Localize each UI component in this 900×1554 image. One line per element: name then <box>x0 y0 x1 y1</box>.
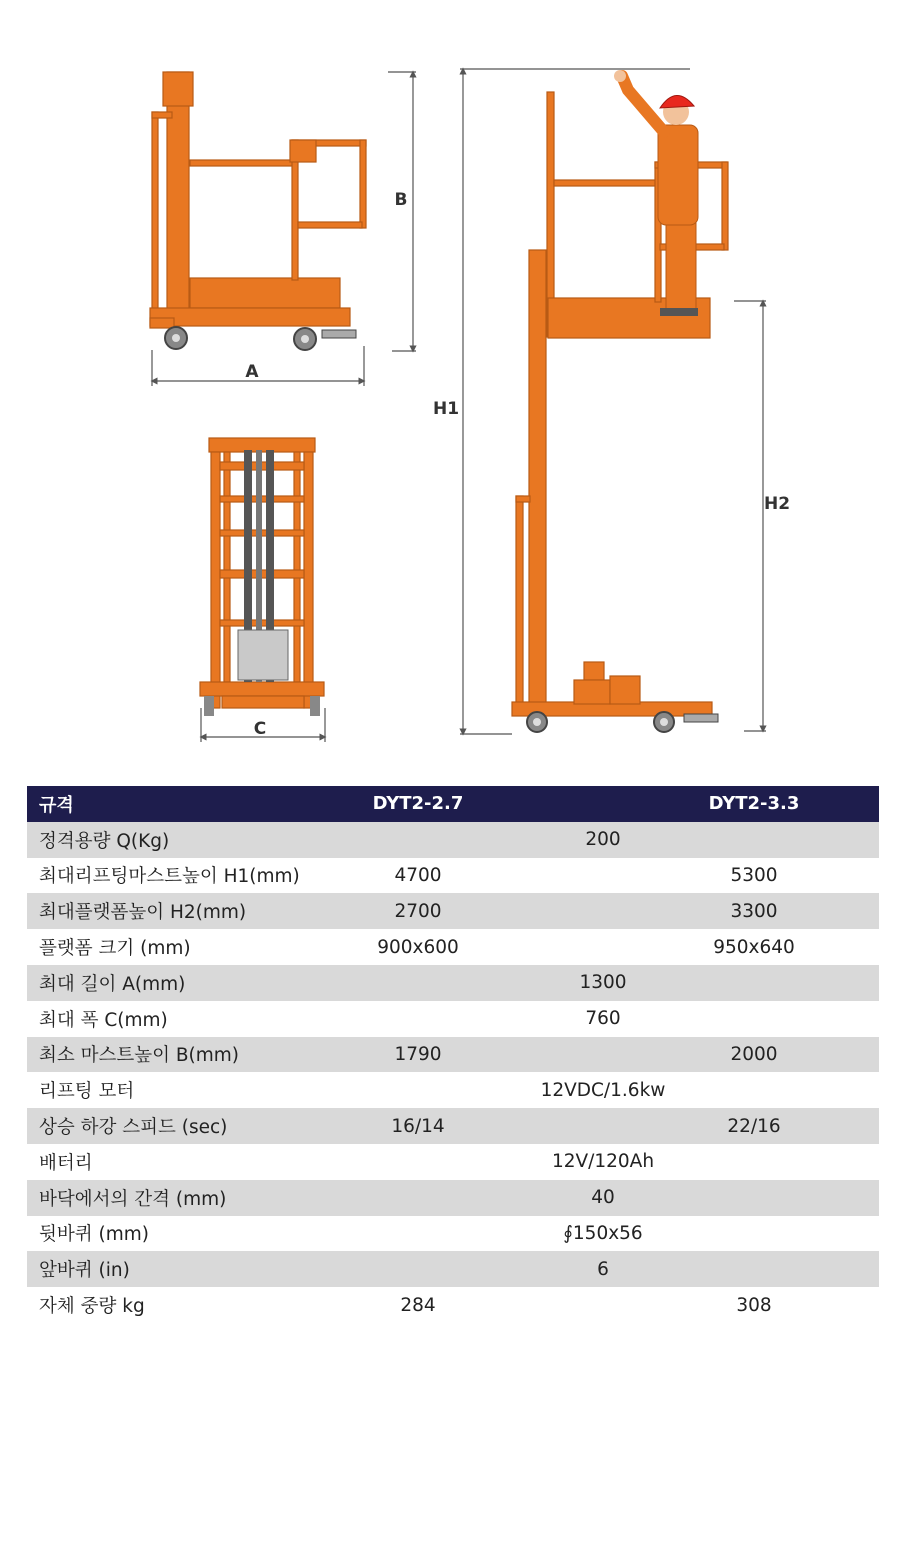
spec-table <box>27 786 879 1323</box>
spec-value-shared: 1300 <box>327 965 879 1001</box>
table-row <box>27 1216 879 1252</box>
table-row <box>27 1287 879 1323</box>
spec-spacer <box>509 1108 629 1144</box>
dimension-c-label: C <box>253 719 267 739</box>
spec-table-body <box>27 822 879 1323</box>
dimension-b-label: B <box>394 190 408 210</box>
spec-spacer <box>509 893 629 929</box>
dimension-h1-label: H1 <box>432 399 460 419</box>
spec-value-shared: 40 <box>327 1180 879 1216</box>
side-view-wheels <box>165 327 356 350</box>
spec-label: 뒷바퀴 (mm) <box>39 1224 149 1246</box>
spec-label: 바닥에서의 간격 (mm) <box>27 1180 327 1216</box>
spec-label: 배터리 <box>39 1152 93 1174</box>
spec-value-model-2: 950x640 <box>713 936 795 958</box>
header-spec: 규격 <box>27 786 327 822</box>
header-spacer <box>509 786 629 822</box>
spec-spacer <box>509 1287 629 1323</box>
spec-value-shared: 6 <box>327 1251 879 1287</box>
spec-value-model-2: 22/16 <box>629 1108 879 1144</box>
spec-value-shared: 12VDC/1.6kw <box>540 1079 666 1101</box>
table-row <box>27 965 879 1001</box>
dimension-h2-label: H2 <box>763 494 791 514</box>
table-row <box>27 1180 879 1216</box>
table-row <box>27 893 879 929</box>
table-row <box>27 1144 879 1180</box>
spec-label: 최대 폭 C(mm) <box>39 1009 168 1031</box>
front-view-mast <box>204 450 320 716</box>
spec-value-model-1: 16/14 <box>327 1108 509 1144</box>
spec-value-model-2: 3300 <box>629 893 879 929</box>
spec-spacer <box>509 929 629 965</box>
spec-value-shared: ∮150x56 <box>563 1222 643 1244</box>
dimension-b <box>388 72 416 351</box>
table-row <box>27 1072 879 1108</box>
spec-label: 최소 마스트높이 B(mm) <box>27 1037 327 1073</box>
spec-value-model-1: 2700 <box>327 893 509 929</box>
table-row <box>27 1108 879 1144</box>
spec-label: 리프팅 모터 <box>39 1081 135 1103</box>
header-model-1: DYT2-2.7 <box>327 786 509 822</box>
spec-value-shared: 760 <box>585 1008 621 1030</box>
table-row <box>27 1037 879 1073</box>
spec-label: 최대플랫폼높이 H2(mm) <box>27 893 327 929</box>
table-row <box>27 929 879 965</box>
header-model-2: DYT2-3.3 <box>629 786 879 822</box>
spec-value-shared: 200 <box>327 822 879 858</box>
spec-value-model-1: 4700 <box>394 864 442 886</box>
spec-value-model-1: 284 <box>400 1294 436 1316</box>
spec-label: 최대리프팅마스트높이 H1(mm) <box>39 866 300 888</box>
table-row <box>27 822 879 858</box>
side-view-retracted <box>150 72 366 328</box>
spec-label: 플랫폼 크기 (mm) <box>39 938 191 960</box>
spec-label: 앞바퀴 (in) <box>27 1251 327 1287</box>
spec-value-model-2: 5300 <box>730 864 778 886</box>
spec-value-model-1: 900x600 <box>377 936 459 958</box>
table-row <box>27 1001 879 1037</box>
spec-spacer <box>509 1037 629 1073</box>
dimension-a-label: A <box>245 362 259 382</box>
spec-table-header <box>27 786 879 822</box>
spec-value-model-2: 308 <box>736 1294 772 1316</box>
spec-spacer <box>509 858 629 894</box>
spec-label: 상승 하강 스피드 (sec) <box>27 1108 327 1144</box>
dimension-h2 <box>734 301 766 731</box>
spec-label: 최대 길이 A(mm) <box>27 965 327 1001</box>
spec-label: 자체 중량 kg <box>39 1296 145 1318</box>
spec-value-model-2: 2000 <box>629 1037 879 1073</box>
table-row <box>27 858 879 894</box>
spec-value-shared: 12V/120Ah <box>551 1151 655 1173</box>
spec-label: 정격용량 Q(Kg) <box>27 822 327 858</box>
table-row <box>27 1251 879 1287</box>
spec-value-model-1: 1790 <box>327 1037 509 1073</box>
